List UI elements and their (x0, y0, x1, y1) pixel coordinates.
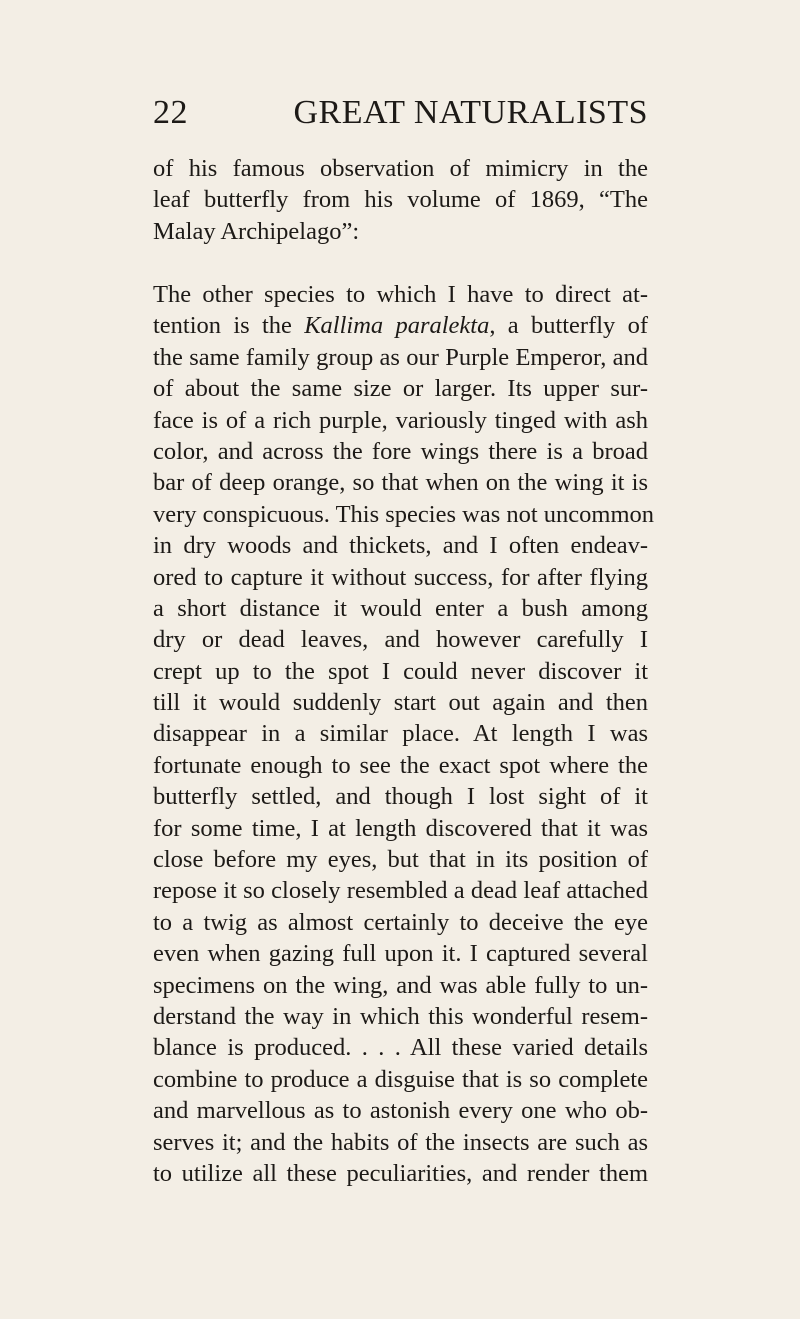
quoted-passage (153, 279, 655, 1189)
text-line: very conspicuous. This species was not uncommon (153, 500, 655, 528)
text-line: dry or dead leaves, and however carefully I (153, 626, 648, 654)
text-line: derstand the way in which this wonderful resem- (153, 1002, 648, 1030)
text-line: to a twig as almost certainly to deceive the eye (153, 908, 648, 936)
text-line: The other species to which I have to direct at- (153, 281, 648, 308)
text-line: butterfly settled, and though I lost sight of it (153, 783, 648, 811)
text-line: color, and across the fore wings there is a broad (153, 437, 648, 465)
text-line: the same family group as our Purple Emperor, and (153, 343, 648, 371)
text-line: close before my eyes, but that in its position of (153, 846, 648, 874)
text-line: disappear in a similar place. At length I was (153, 720, 648, 748)
text-line: till it would suddenly start out again and then (153, 689, 648, 717)
text-line: of his famous observation of mimicry in the (153, 155, 648, 182)
text-line: combine to produce a disguise that is so complete (153, 1065, 648, 1093)
text-line: to utilize all these peculiarities, and render them (153, 1159, 648, 1187)
text-line: specimens on the wing, and was able fully to un- (153, 971, 648, 999)
text-line: blance is produced. . . . All these varied details (153, 1034, 648, 1062)
page-header (153, 94, 648, 134)
text-line: even when gazing full upon it. I captured several (153, 940, 648, 968)
text-line-with-species-name (153, 310, 648, 341)
text-line: of about the same size or larger. Its upper sur- (153, 375, 648, 403)
intro-paragraph (153, 153, 648, 247)
text-segment: tention is the (153, 312, 305, 340)
text-line: bar of deep orange, so that when on the wing it is (153, 469, 648, 497)
text-line: and marvellous as to astonish every one who ob- (153, 1097, 648, 1125)
text-line: a short distance it would enter a bush among (153, 594, 648, 622)
text-line: Malay Archipelago”: (153, 217, 360, 245)
text-line: leaf butterfly from his volume of 1869, “The (153, 186, 648, 214)
text-line: repose it so closely resembled a dead leaf attached (153, 877, 648, 905)
text-line: in dry woods and thickets, and I often endeav- (153, 532, 648, 560)
species-name: Kallima paralekta (304, 312, 490, 340)
text-line: serves it; and the habits of the insects are such as (153, 1128, 648, 1156)
text-line: fortunate enough to see the exact spot where the (153, 751, 648, 779)
text-segment: , a butterfly of (489, 312, 649, 340)
page-number: 22 (153, 94, 188, 131)
text-line: ored to capture it without success, for after flying (153, 563, 648, 591)
text-line: crept up to the spot I could never discover it (153, 657, 648, 685)
text-line: face is of a rich purple, variously tinged with ash (153, 406, 648, 434)
running-title: GREAT NATURALISTS (293, 94, 648, 131)
text-line: for some time, I at length discovered that it was (153, 814, 648, 842)
